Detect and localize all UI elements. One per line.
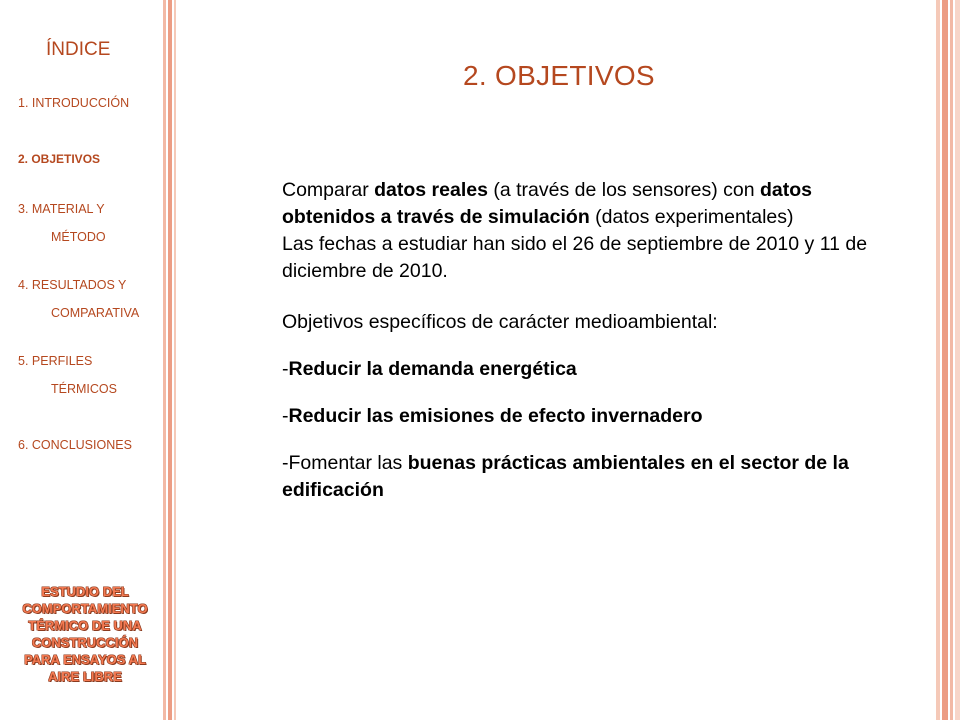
study-title-line: ESTUDIO DEL — [41, 584, 129, 599]
study-title-line: CONSTRUCCIÓN — [31, 635, 139, 650]
nav-item-label: 6. CONCLUSIONES — [18, 438, 132, 452]
nav-item-label-cont: TÉRMICOS — [51, 382, 117, 396]
intro-paragraph — [282, 177, 872, 231]
bullet-text: -Fomentar las — [282, 452, 408, 474]
intro-bold: datos obtenidos a través de simulación — [282, 179, 812, 228]
dates-paragraph: Las fechas a estudiar han sido el 26 de septiembre de 2010 y 11 de diciembre de 2010. — [282, 233, 868, 282]
nav-item-introduccion[interactable] — [18, 96, 129, 110]
nav-item-label-cont: COMPARATIVA — [51, 306, 140, 320]
slide-content — [282, 177, 872, 504]
nav-item-label-cont: MÉTODO — [51, 230, 106, 244]
objective-bullet — [282, 356, 872, 383]
nav-item-label: 1. INTRODUCCIÓN — [18, 96, 130, 110]
study-title-line: AIRE LIBRE — [48, 669, 122, 684]
nav-item-perfiles[interactable] — [18, 354, 117, 396]
nav-item-label: 5. PERFILES — [18, 354, 93, 368]
intro-text: (datos experimentales) — [589, 206, 794, 228]
nav-item-label: 2. OBJETIVOS — [18, 152, 101, 166]
study-title — [4, 583, 166, 685]
nav-item-label: 4. RESULTADOS Y — [18, 278, 127, 292]
intro-text: (a través de los sensores) con — [487, 179, 760, 201]
index-title: ÍNDICE — [46, 39, 111, 60]
objective-bullet — [282, 403, 872, 430]
bullet-text: Reducir las emisiones de efecto invernadero — [288, 405, 703, 427]
right-border-bar — [955, 0, 960, 720]
nav-item-material-metodo[interactable] — [18, 202, 106, 244]
intro-text: Comparar — [282, 179, 375, 201]
goals-heading: Objetivos específicos de carácter medioambiental: — [282, 311, 718, 333]
study-title-line: COMPORTAMIENTO — [22, 601, 148, 616]
right-border-bar — [950, 0, 953, 720]
nav-item-resultados[interactable] — [18, 278, 139, 320]
bullet-bold: buenas prácticas ambientales en el sector de la edificación — [282, 452, 849, 501]
left-divider-bar — [168, 0, 172, 720]
bullet-dash: - — [282, 358, 289, 380]
intro-bold: datos reales — [374, 179, 488, 201]
bullet-text: Reducir la demanda energética — [288, 358, 577, 380]
study-title-line: TÉRMICO DE UNA — [28, 618, 142, 633]
slide-title: 2. OBJETIVOS — [463, 60, 655, 91]
right-border-bar — [936, 0, 940, 720]
bullet-dash: - — [282, 405, 289, 427]
right-border-bar — [942, 0, 948, 720]
nav-item-objetivos[interactable] — [18, 152, 100, 166]
nav-item-label: 3. MATERIAL Y — [18, 202, 105, 216]
study-title-line: PARA ENSAYOS AL — [24, 652, 146, 667]
objective-bullet — [282, 450, 872, 504]
nav-item-conclusiones[interactable] — [18, 438, 132, 452]
left-divider-bar — [174, 0, 176, 720]
